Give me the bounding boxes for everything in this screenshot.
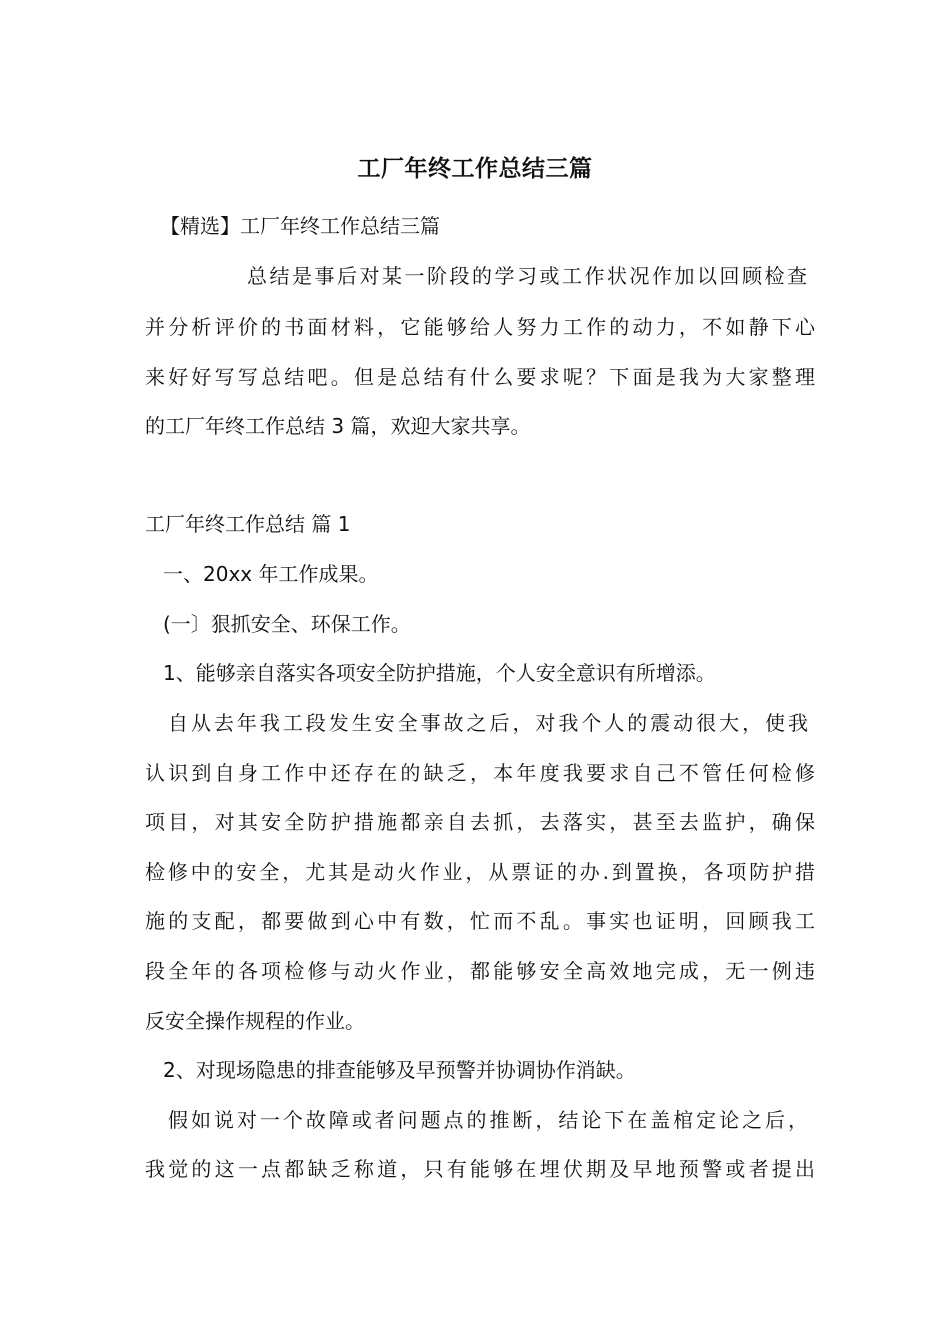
- subtitle-line: 【精选】工厂年终工作总结三篇: [160, 214, 440, 238]
- item-heading-2: 2、对现场隐患的排查能够及早预警并协调协作消缺。: [163, 1058, 636, 1082]
- heading-level-1: 一、20xx 年工作成果。: [163, 562, 379, 586]
- paragraph-2-line-2: 我觉的这一点都缺乏称道，只有能够在埋伏期及早地预警或者提出: [145, 1157, 815, 1181]
- intro-line-2: 并分析评价的书面材料，它能够给人努力工作的动力，不如静下心: [145, 315, 815, 339]
- paragraph-1-line-1: 自从去年我工段发生安全事故之后，对我个人的震动很大，使我: [168, 711, 808, 735]
- intro-line-3: 来好好写写总结吧。但是总结有什么要求呢？下面是我为大家整理: [145, 365, 815, 389]
- section-heading: 工厂年终工作总结 篇 1: [145, 512, 351, 536]
- paragraph-1-line-4: 检修中的安全，尤其是动火作业，从票证的办.到置换，各项防护措: [145, 860, 815, 884]
- heading-level-2: (一〕狠抓安全、环保工作。: [163, 612, 411, 636]
- paragraph-1-line-3: 项目，对其安全防护措施都亲自去抓，去落实，甚至去监护，确保: [145, 810, 815, 834]
- intro-line-1: 总结是事后对某一阶段的学习或工作状况作加以回顾检查: [247, 264, 807, 288]
- intro-line-4: 的工厂年终工作总结 3 篇，欢迎大家共享。: [145, 414, 531, 438]
- paragraph-1-line-7: 反安全操作规程的作业。: [145, 1009, 365, 1033]
- paragraph-2-line-1: 假如说对一个故障或者问题点的推断，结论下在盖棺定论之后，: [168, 1108, 808, 1132]
- document-title: 工厂年终工作总结三篇: [357, 156, 593, 182]
- paragraph-1-line-5: 施的支配，都要做到心中有数，忙而不乱。事实也证明，回顾我工: [145, 909, 815, 933]
- item-heading-1: 1、能够亲自落实各项安全防护措施，个人安全意识有所增添。: [163, 661, 716, 685]
- paragraph-1-line-2: 认识到自身工作中还存在的缺乏，本年度我要求自己不管任何检修: [145, 761, 815, 785]
- paragraph-1-line-6: 段全年的各项检修与动火作业，都能够安全高效地完成，无一例违: [145, 959, 815, 983]
